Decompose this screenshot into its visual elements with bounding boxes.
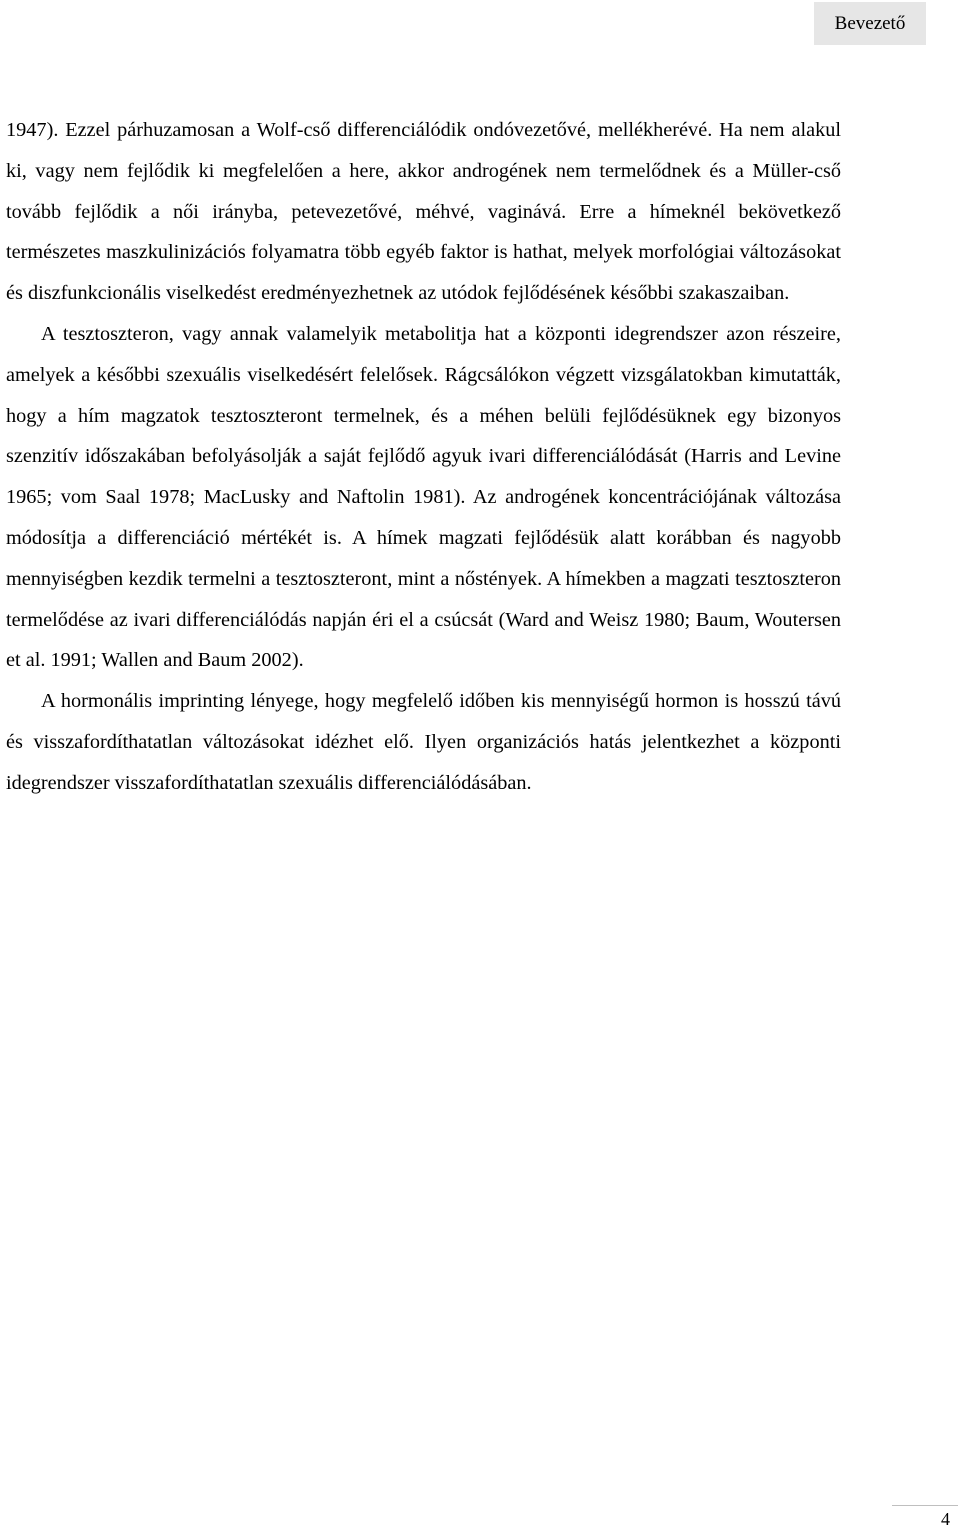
paragraph-3: A hormonális imprinting lényege, hogy megfelelő időben kis mennyiségű hormon is hosszú távú és visszafordíthatatlan változásokat idézhet elő. Ilyen organizációs hatás jelentkezhet a központi idegrendszer visszafordíthatatlan szexuális differenciálódásában.	[6, 690, 841, 794]
page-number: 4	[892, 1505, 958, 1530]
paragraph-2: A tesztoszteron, vagy annak valamelyik metabolitja hat a központi idegrendszer azon részeire, amelyek a későbbi szexuális viselkedésért felelősek. Rágcsálókon végzett vizsgálatokban kimutatták, hogy a hím magzatok tesztoszteront termelnek, és a méhen belüli fejlődésüknek egy bizonyos szenzitív időszakában befolyásolják a saját fejlődő agyuk ivari differenciálódását (Harris and Levine 1965; vom Saal 1978; MacLusky and Naftolin 1981). Az androgének koncentrációjának változása módosítja a differenciáció mértékét is. A hímek magzati fejlődésük alatt korábban és nagyobb mennyiségben kezdik termelni a tesztoszteront, mint a nőstények. A hímekben a magzati tesztoszteron termelődése az ivari differenciálódás napján éri el a csúcsát (Ward and Weisz 1980; Baum, Woutersen et al. 1991; Wallen and Baum 2002).	[6, 322, 841, 672]
section-header-tab: Bevezető	[814, 2, 926, 45]
document-body	[6, 110, 841, 804]
paragraph-1: 1947). Ezzel párhuzamosan a Wolf-cső differenciálódik ondóvezetővé, mellékherévé. Ha nem alakul ki, vagy nem fejlődik ki megfelelően a here, akkor androgének nem termelődnek és a Müller-cső tovább fejlődik a női irányba, petevezetővé, méhvé, vaginává. Erre a hímeknél bekövetkező természetes maszkulinizációs folyamatra több egyéb faktor is hathat, melyek morfológiai változásokat és diszfunkcionális viselkedést eredményezhetnek az utódok fejlődésének későbbi szakaszaiban.	[6, 119, 841, 305]
